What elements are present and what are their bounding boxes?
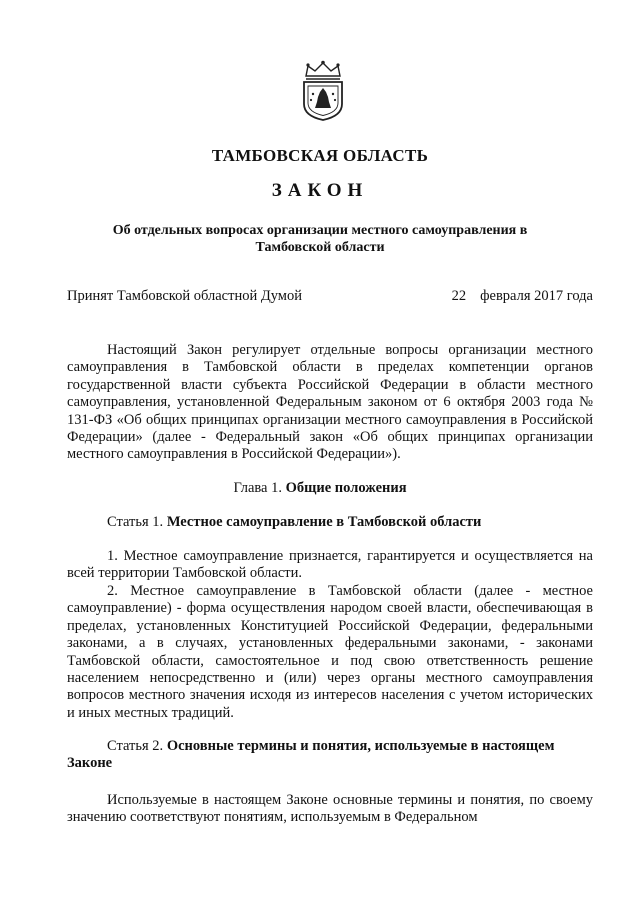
- adopting-body: Принят Тамбовской областной Думой: [67, 288, 302, 304]
- adoption-line: [67, 288, 593, 305]
- article-2-heading: [67, 738, 593, 773]
- article-1-paragraph-2: 2. Местное самоуправление в Тамбовской области (далее - местное самоуправление) - форма осуществления народом своей власти, обеспечивающая в пределах, установленных Конституцией Российской Федерации, федеральными законами, а в случаях, установленных федеральными законами, - законами Тамбовской области, самостоятельное и под свою ответственность решение населением непосредственно и (или) через органы местного самоуправления вопросов местного значения исходя из интересов населения с учетом исторических и иных местных традиций.: [67, 583, 593, 721]
- article-2-prefix: Статья 2.: [107, 738, 167, 754]
- chapter-title: Общие положения: [285, 480, 407, 496]
- article-1-title: Местное самоуправление в Тамбовской области: [166, 514, 482, 530]
- law-subject-line-1: Об отдельных вопросах организации местного самоуправления в: [112, 223, 528, 238]
- chapter-prefix: Глава 1.: [233, 480, 286, 496]
- adoption-month-year: февраля 2017 года: [480, 288, 593, 304]
- law-subject: [0, 222, 640, 256]
- coat-of-arms-icon: [298, 60, 348, 122]
- article-1-paragraph-1: 1. Местное самоуправление признается, гарантируется и осуществляется на всей территории Тамбовской области.: [67, 548, 593, 582]
- article-2-paragraph-1: Используемые в настоящем Законе основные термины и понятия, по своему значению соответствуют понятиям, используемым в Федеральном: [67, 792, 593, 826]
- chapter-heading: [0, 480, 640, 497]
- region-title: ТАМБОВСКАЯ ОБЛАСТЬ: [211, 146, 429, 165]
- law-subject-line-2: Тамбовской области: [255, 240, 385, 255]
- adoption-day: 22: [451, 288, 467, 304]
- article-1-heading: [67, 514, 593, 531]
- document-type-title: ЗАКОН: [271, 180, 369, 201]
- preamble-paragraph: Настоящий Закон регулирует отдельные вопросы организации местного самоуправления в Тамбовской области в пределах компетенции органов государственной власти субъекта Российской Федерации в области местного самоуправления, установленной Федеральным законом от 6 октября 2003 года № 131-ФЗ «Об общих принципах организации местного самоуправления в Российской Федерации» (далее - Федеральный закон «Об общих принципах организации местного самоуправления в Российской Федерации»).: [67, 342, 593, 463]
- article-2-title: Основные термины и понятия, используемые в настоящем Законе: [67, 738, 555, 772]
- adoption-date: [452, 288, 593, 305]
- article-1-prefix: Статья 1.: [107, 514, 167, 530]
